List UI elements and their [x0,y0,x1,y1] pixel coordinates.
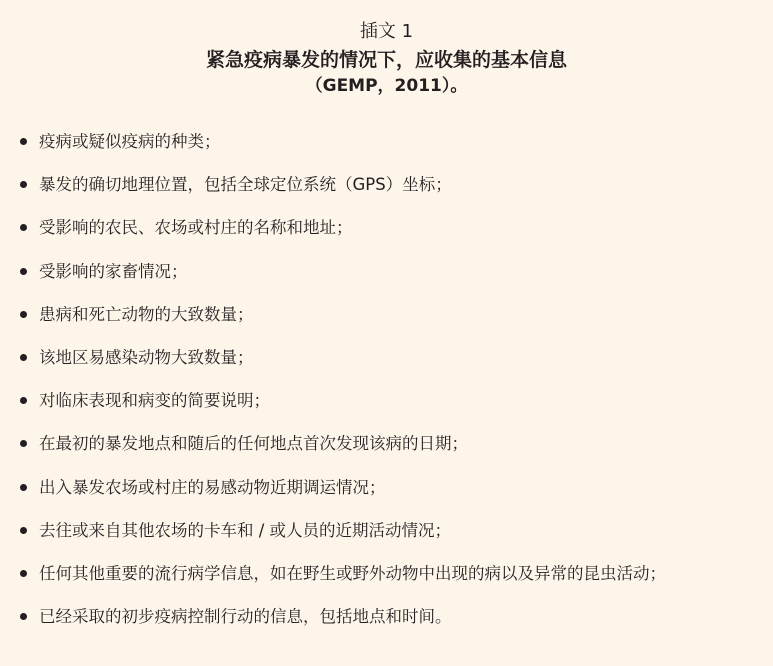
box-header [0,0,773,98]
list-item [0,433,773,476]
list-item [0,390,773,433]
box-source: （GEMP，2011）。 [305,76,468,96]
list-item-text: 患病和死亡动物的大致数量； [39,304,254,324]
list-item-text: 对临床表现和病变的简要说明； [39,391,270,411]
bullet-icon [20,354,27,361]
list-item-text: 任何其他重要的流行病学信息，如在野生或野外动物中出现的病以及异常的昆虫活动； [39,563,666,583]
list-item [0,477,773,520]
list-item-text: 在最初的暴发地点和随后的任何地点首次发现该病的日期； [39,434,468,454]
list-item [0,261,773,304]
list-item-text: 出入暴发农场或村庄的易感动物近期调运情况； [39,477,386,497]
bullet-icon [20,570,27,577]
list-item [0,131,773,174]
list-item [0,217,773,260]
list-item-text: 受影响的家畜情况； [39,261,188,281]
bullet-icon [20,613,27,620]
list-item [0,174,773,217]
list-item-text: 受影响的农民、农场或村庄的名称和地址； [39,218,353,238]
list-item [0,563,773,606]
list-item-text: 已经采取的初步疫病控制行动的信息，包括地点和时间。 [39,607,452,627]
bullet-icon [20,138,27,145]
bullet-icon [20,268,27,275]
bullet-icon [20,397,27,404]
list-item-text: 暴发的确切地理位置，包括全球定位系统（GPS）坐标； [39,175,452,195]
list-item-text: 该地区易感染动物大致数量； [39,347,254,367]
list-item [0,606,773,649]
bullet-icon [20,527,27,534]
bullet-icon [20,181,27,188]
bullet-icon [20,311,27,318]
box-title: 紧急疫病暴发的情况下，应收集的基本信息 [205,49,567,71]
bullet-icon [20,484,27,491]
list-item [0,520,773,563]
list-item-text: 疫病或疑似疫病的种类； [39,132,221,151]
bullet-icon [20,224,27,231]
bullet-icon [20,440,27,447]
box-label: 插文 1 [359,21,414,42]
info-list [0,131,773,649]
list-item [0,304,773,347]
list-item [0,347,773,390]
list-item-text: 去往或来自其他农场的卡车和 / 或人员的近期活动情况； [39,520,452,540]
